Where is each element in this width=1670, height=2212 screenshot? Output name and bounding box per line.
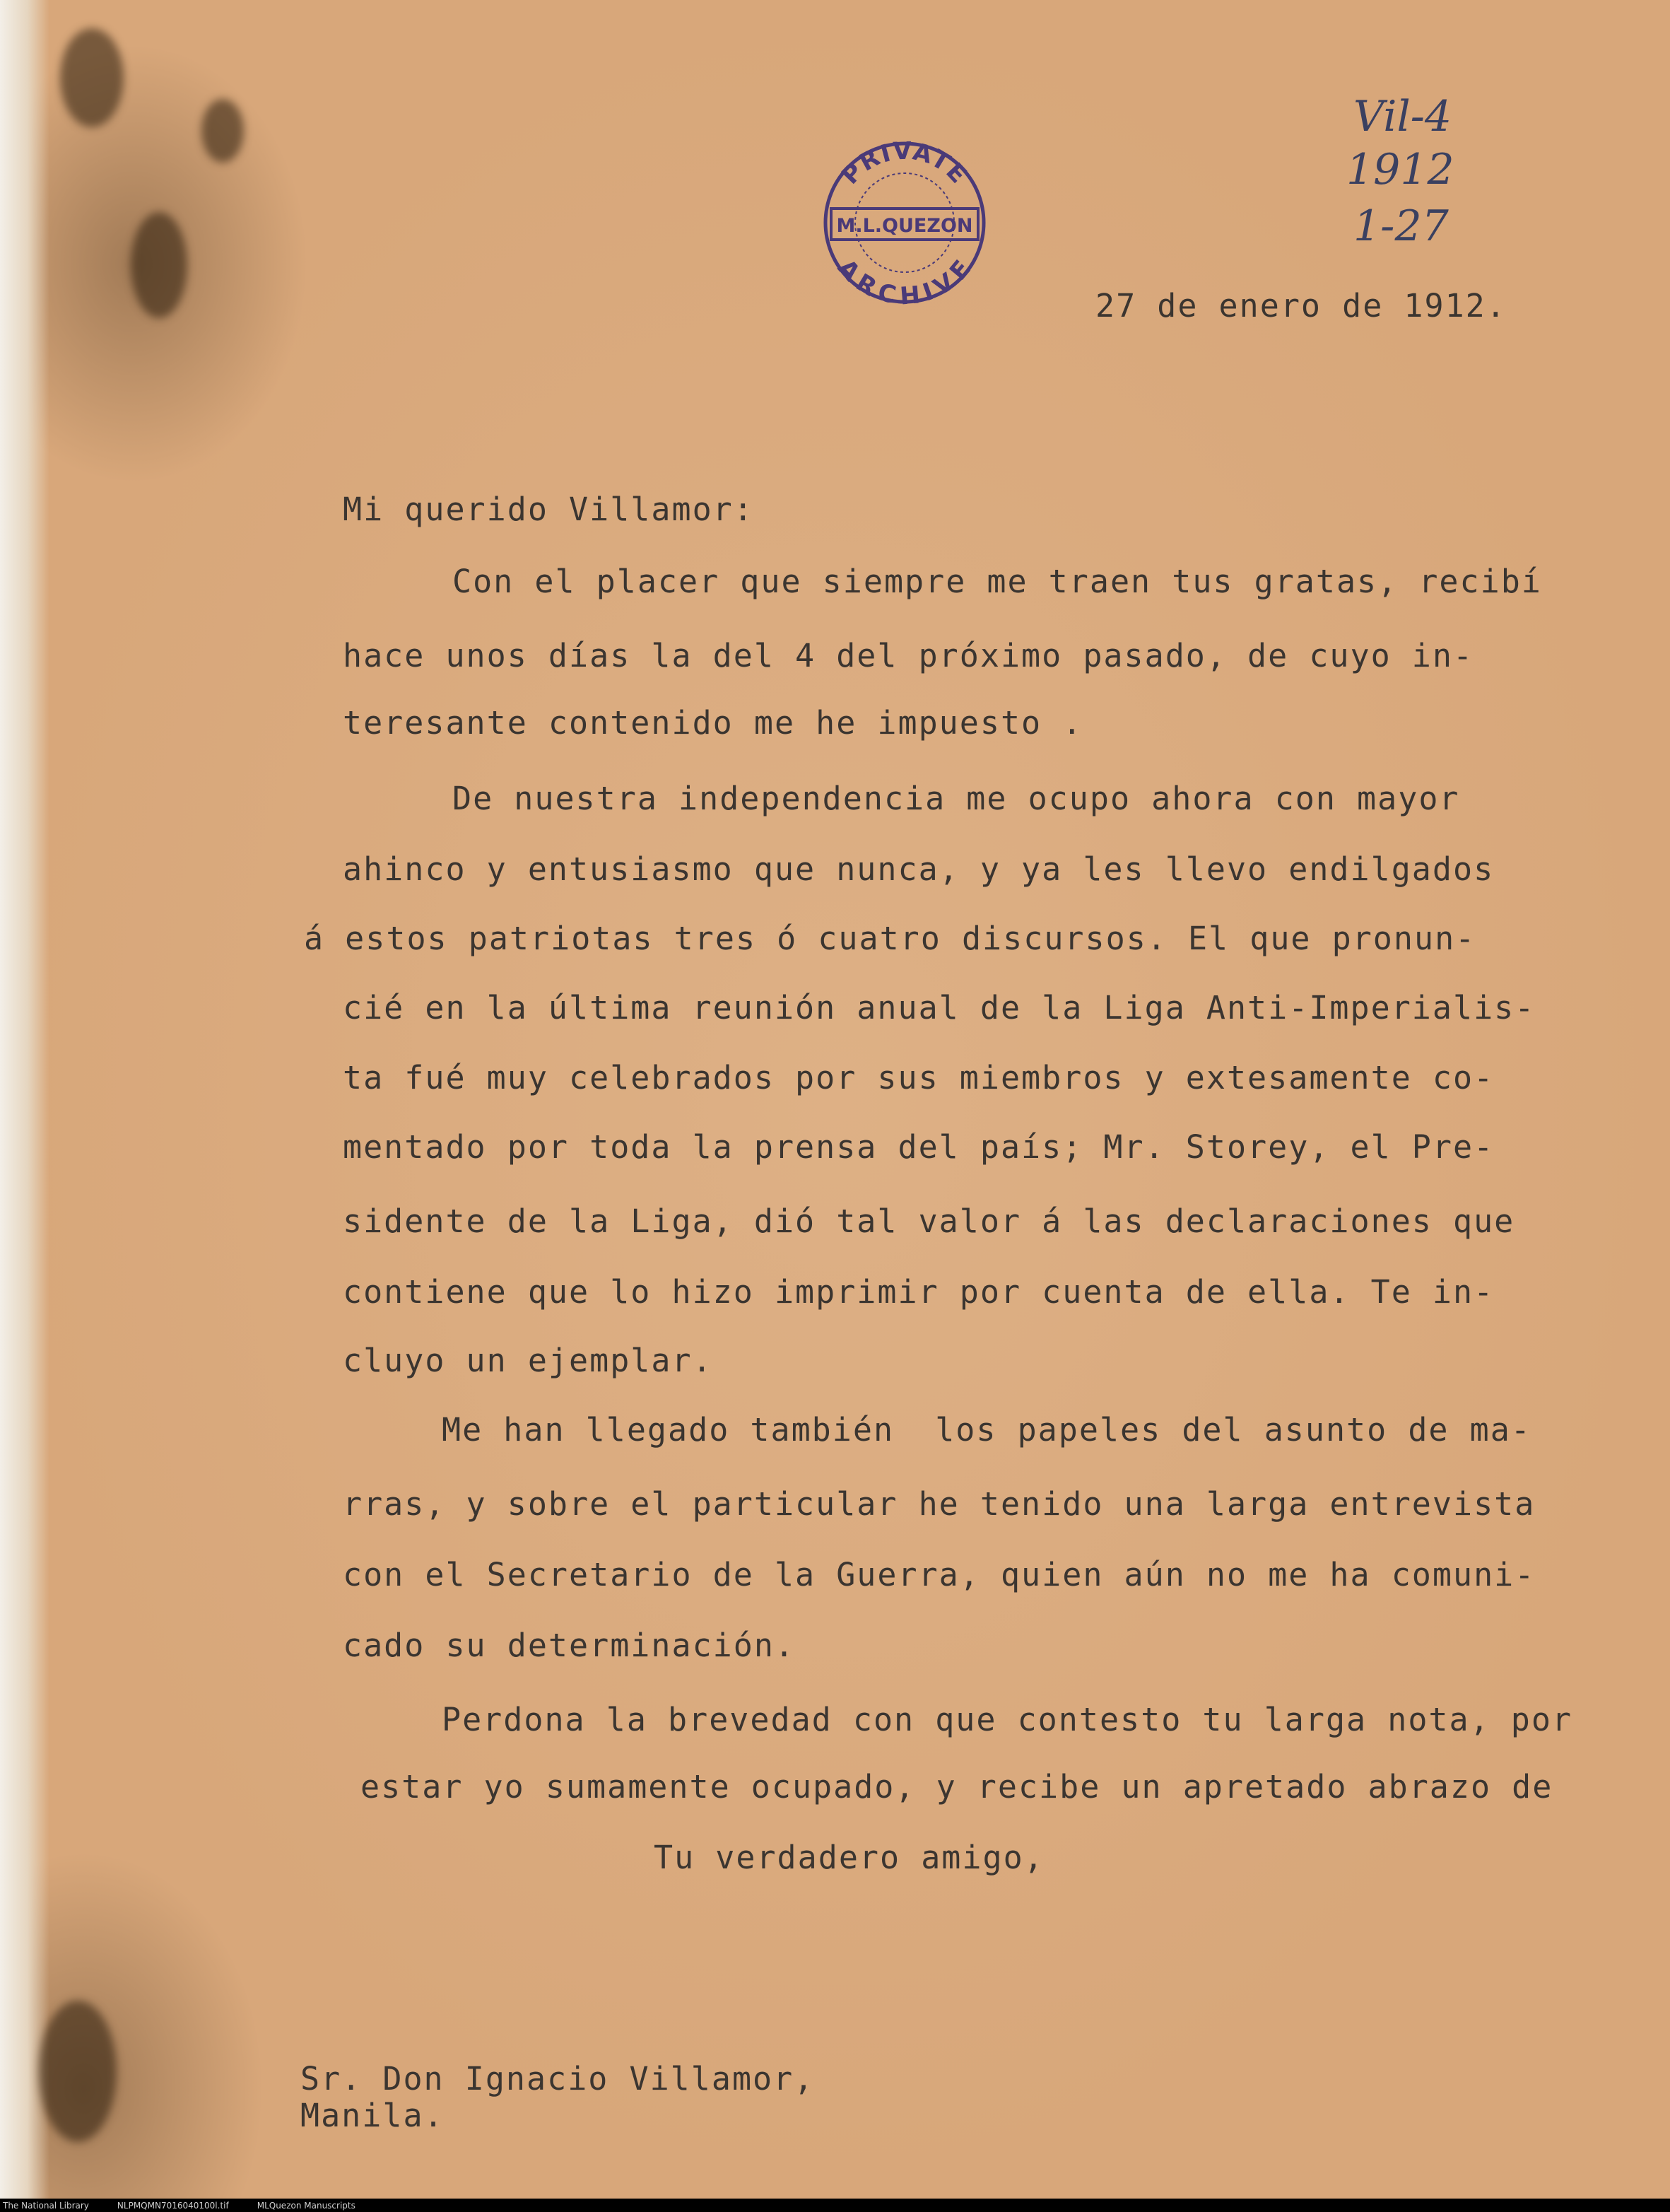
body-line: estar yo sumamente ocupado, y recibe un apretado abrazo de <box>360 1768 1553 1806</box>
body-line: sidente de la Liga, dió tal valor á las declaraciones que <box>343 1202 1515 1240</box>
archive-footer <box>0 2199 1670 2212</box>
body-line: De nuestra independencia me ocupo ahora con mayor <box>452 780 1460 817</box>
stamp-top-text: PRIVATE <box>836 138 973 190</box>
body-line: cluyo un ejemplar. <box>343 1342 713 1379</box>
ink-stain <box>131 212 187 318</box>
footer-library: The National Library <box>3 2200 89 2211</box>
body-line: teresante contenido me he impuesto . <box>343 704 1083 742</box>
archive-note: 1912 <box>1346 145 1454 194</box>
body-line: con el Secretario de la Guerra, quien aún no me ha comuni- <box>343 1556 1536 1593</box>
body-line: rras, y sobre el particular he tenido una larga entrevista <box>343 1485 1536 1523</box>
footer-filename: NLPMQMN7016040100l.tif <box>117 2200 229 2211</box>
closing: Tu verdadero amigo, <box>654 1839 1045 1876</box>
body-line: Perdona la brevedad con que contesto tu larga nota, por <box>442 1701 1573 1738</box>
letter-date: 27 de enero de 1912. <box>1095 287 1507 324</box>
torn-left-edge <box>0 0 49 2199</box>
body-line: á estos patriotas tres ó cuatro discursos. El que pronun- <box>304 920 1476 957</box>
recipient-name: Sr. Don Ignacio Villamor, <box>300 2060 815 2097</box>
svg-text:PRIVATE <box>836 138 972 190</box>
ink-stain <box>60 28 124 127</box>
body-line: Me han llegado también los papeles del asunto de ma- <box>442 1411 1531 1449</box>
quezon-archive-stamp <box>820 138 989 308</box>
footer-collection: MLQuezon Manuscripts <box>257 2200 355 2211</box>
stamp-center-text: M.L.QUEZON <box>836 215 973 237</box>
ink-stain <box>39 2001 117 2142</box>
body-line: cado su determinación. <box>343 1627 796 1664</box>
archive-note: 1-27 <box>1353 201 1449 251</box>
recipient-city: Manila. <box>300 2097 445 2134</box>
archive-note: Vil-4 <box>1353 92 1452 141</box>
body-line: Con el placer que siempre me traen tus gratas, recibí <box>452 563 1542 600</box>
ink-stain <box>201 99 244 163</box>
stamp-bottom-text: ARCHIVE <box>832 254 978 308</box>
body-line: mentado por toda la prensa del país; Mr. Storey, el Pre- <box>343 1128 1495 1166</box>
body-line: contiene que lo hizo imprimir por cuenta de ella. Te in- <box>343 1273 1495 1311</box>
body-line: ahinco y entusiasmo que nunca, y ya les llevo endilgados <box>343 850 1495 888</box>
body-line: cié en la última reunión anual de la Liga Anti-Imperialis- <box>343 989 1536 1026</box>
salutation: Mi querido Villamor: <box>343 491 754 528</box>
body-line: ta fué muy celebrados por sus miembros y extesamente co- <box>343 1059 1495 1096</box>
svg-text:ARCHIVE <box>832 254 977 308</box>
body-line: hace unos días la del 4 del próximo pasado, de cuyo in- <box>343 637 1474 674</box>
